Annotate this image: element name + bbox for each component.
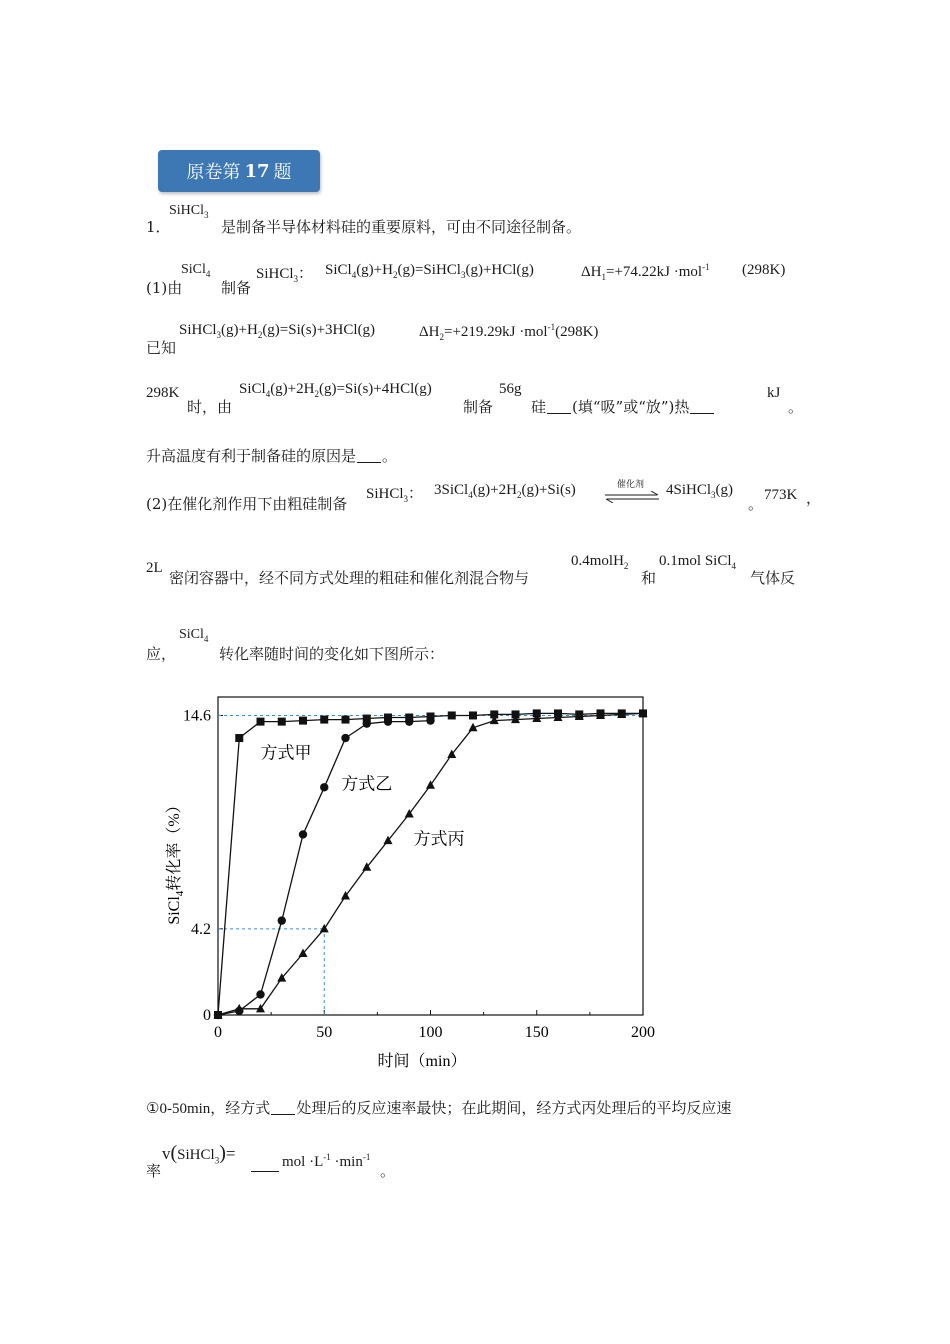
x-tick-label: 150 [524,1024,549,1041]
part1-product: SiHCl$_3$： [256,266,314,284]
banner-number: 17 [244,160,270,182]
known-label: 已知 [146,339,177,357]
part2-line3-b: 转化率随时间的变化如下图所示： [219,645,445,663]
data-point-circle [426,716,434,724]
line4-text-c: 制备 [463,398,494,416]
q1-text: 是制备半导体材料硅的重要原料，可由不同途径制备。 [221,218,582,236]
data-point-circle [278,916,286,924]
eq4-end: 。 [748,495,764,513]
temperature-1: (298K) [742,262,786,278]
reversible-arrow-icon [603,491,661,503]
x-tick-label: 50 [316,1024,333,1041]
x-tick-label: 200 [631,1024,655,1041]
answer-blank[interactable] [251,1157,279,1172]
y-tick-label: 4.2 [191,920,211,938]
question-1-line [146,216,171,237]
sub1-rate-word: 率 [146,1162,162,1180]
q1-compound: SiHCl$_3$ [169,203,209,220]
unit-kj: kJ [767,385,781,401]
question-number: 1． [146,218,171,236]
banner-suffix: 题 [273,162,292,183]
reversible-arrow [603,479,661,503]
part2-line3-compound: SiCl$_4$ [179,627,209,644]
sub1-line: ①0-50min，经方式 处理后的反应速率最快；在此期间，经方式丙处理后的平均反应速 [146,1099,732,1117]
enthalpy-1: $\Delta H_1=+74.22kJ \cdot mol^{-1}$ [581,262,710,282]
data-point-square [257,718,265,726]
data-point-square [469,711,477,719]
data-point-square [342,716,350,724]
part2-line2-a: 密闭容器中，经不同方式处理的粗硅和催化剂混合物与 [169,569,530,587]
x-axis-label: 时间（min） [377,1053,467,1070]
data-point-circle [363,719,371,727]
equation-4-left: $3SiCl_4(g)+2H_2(g)+Si(s)$ [434,482,576,500]
volume: 2L [146,560,163,576]
comma: ， [806,491,822,507]
data-point-circle [320,783,328,791]
y-tick-label: 0 [203,1007,211,1024]
answer-blank[interactable] [357,448,381,463]
part2-label: (2)在催化剂作用下由粗硅制备 [146,495,348,513]
sicl4-amount: 0.1mol SiCl$_4$ [659,553,737,571]
h2-amount: 0.4molH$_2$ [571,553,629,571]
equation-4-right: 4SiHCl$_3$(g) [666,482,734,500]
series-label: 方式甲 [260,743,312,763]
banner-prefix: 原卷第 [186,162,241,183]
part2-line3-a: 应， [146,645,177,663]
catalyst-label: 催化剂 [617,479,645,490]
line5: 升高温度有利于制备硅的原因是 。 [146,447,398,465]
line4-temp: 298K [146,385,180,401]
part1-label: (1)由 [146,279,183,297]
temperature-2: 773K [764,487,798,503]
x-tick-label: 0 [214,1024,222,1041]
data-point-square [448,711,456,719]
and-word: 和 [641,569,657,587]
answer-blank[interactable] [271,1100,295,1115]
answer-blank[interactable] [547,399,571,414]
chart-plot-area [183,697,655,1041]
x-tick-label: 100 [418,1024,443,1041]
part2-compound: SiHCl$_3$： [366,486,424,504]
rate-blank [250,1155,280,1174]
line4-fill: 硅 (填“吸”或“放”)热 [531,396,715,417]
silicon-mass: 56g [499,381,522,397]
equation-1: $SiCl_4(g)+H_2(g)=SiHCl_3(g)+HCl(g)$ [325,262,534,280]
data-point-circle [256,990,264,998]
part1-mid: 制备 [221,279,252,297]
y-tick-label: 14.6 [183,707,211,725]
rate-expression: v(SiHCl$_3$)= [162,1142,236,1166]
y-axis-label: SiCl$_4$转化率（%） [166,797,186,925]
data-point-circle [384,717,392,725]
part2-line2-b: 气体反 [750,569,796,587]
series-label: 方式丙 [413,829,465,849]
data-point-circle [405,717,413,725]
series-label: 方式乙 [341,774,393,794]
part1-reactant: SiCl$_4$ [181,262,211,279]
rate-unit: mol $\cdot L^{-1} \cdot\min^{-1}$ [282,1152,371,1170]
answer-blank[interactable] [690,399,714,414]
data-point-circle [341,734,349,742]
line4-text-a: 时，由 [187,398,233,416]
equation-3: $SiCl_4(g)+2H_2(g)=Si(s)+4HCl(g)$ [239,381,432,399]
data-point-square [278,718,286,726]
enthalpy-2: $\Delta H_2=+219.29kJ \cdot mol^{-1}(298K)$ [419,322,599,342]
data-point-circle [299,830,307,838]
data-point-square [235,734,243,742]
sicl4-conversion-chart [150,688,670,1088]
equation-2: $SiHCl_3(g)+H_2(g)=Si(s)+3HCl(g)$ [179,322,376,340]
sub1-end: 。 [380,1162,396,1180]
line4-period: 。 [788,398,804,416]
question-source-banner [158,150,320,192]
data-point-square [320,716,328,724]
data-point-square [299,717,307,725]
